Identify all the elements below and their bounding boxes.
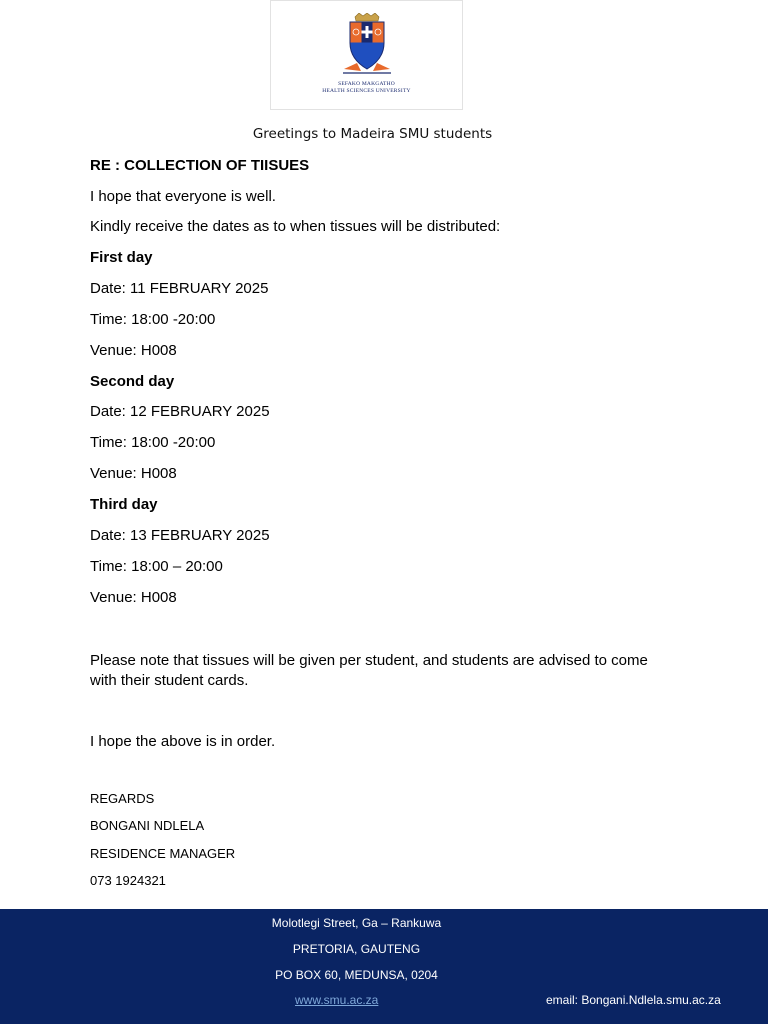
greeting-line: Greetings to Madeira SMU students <box>252 126 493 142</box>
letterhead-footer <box>0 909 768 1024</box>
day-date-third: Date: 13 FEBRUARY 2025 <box>90 527 270 544</box>
crest-icon <box>341 13 393 79</box>
university-logo <box>270 0 463 110</box>
day-venue-second: Venue: H008 <box>90 465 177 482</box>
day-time-second: Time: 18:00 -20:00 <box>90 434 216 451</box>
signature-regards: REGARDS <box>90 791 155 806</box>
footer-address-pobox: PO BOX 60, MEDUNSA, 0204 <box>275 968 438 982</box>
footer-address-city: PRETORIA, GAUTENG <box>292 942 421 956</box>
day-venue-third: Venue: H008 <box>90 589 177 606</box>
day-heading-third: Third day <box>90 496 158 513</box>
signature-name: BONGANI NDLELA <box>90 818 205 833</box>
letter-subject: RE : COLLECTION OF TIISUES <box>90 157 310 174</box>
day-venue-first: Venue: H008 <box>90 342 177 359</box>
day-time-third: Time: 18:00 – 20:00 <box>90 558 223 575</box>
day-heading-second: Second day <box>90 373 175 390</box>
closing-line: I hope the above is in order. <box>90 733 276 750</box>
footer-email: email: Bongani.Ndlela.smu.ac.za <box>546 993 721 1007</box>
day-time-first: Time: 18:00 -20:00 <box>90 311 216 328</box>
intro-line-1: I hope that everyone is well. <box>90 188 276 205</box>
logo-line-1: SEFAKO MAKGATHO <box>338 81 395 87</box>
logo-line-2: HEALTH SCIENCES UNIVERSITY <box>322 88 411 94</box>
intro-line-2: Kindly receive the dates as to when tissues will be distributed: <box>90 218 501 235</box>
student-card-note: Please note that tissues will be given per student, and students are advised to come with their student cards. <box>90 652 648 689</box>
day-heading-first: First day <box>90 249 153 266</box>
footer-address-street: Molotlegi Street, Ga – Rankuwa <box>271 916 442 930</box>
day-date-first: Date: 11 FEBRUARY 2025 <box>90 280 269 297</box>
signature-title: RESIDENCE MANAGER <box>90 846 236 861</box>
signature-phone: 073 1924321 <box>90 873 166 888</box>
day-date-second: Date: 12 FEBRUARY 2025 <box>90 403 270 420</box>
footer-website-link[interactable]: www.smu.ac.za <box>295 993 379 1007</box>
